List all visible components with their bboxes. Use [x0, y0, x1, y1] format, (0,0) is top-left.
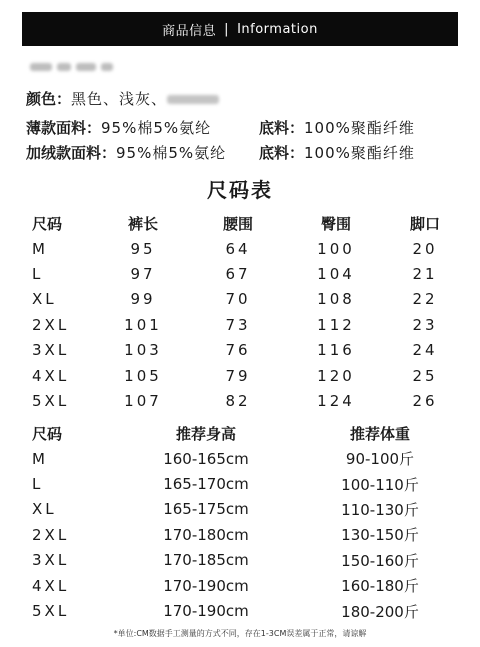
thin-fabric-label: 薄款面料：: [26, 119, 102, 137]
footnote: *单位:CM数据手工测量的方式不同，存在1-3CM误差属于正常，请谅解: [113, 629, 367, 638]
measurement-cell: 23: [412, 315, 438, 334]
lining-group: [259, 117, 415, 138]
recommendation-header-row: [18, 420, 466, 446]
header-separator: |: [224, 21, 230, 37]
recommendation-cell: 165-170cm: [163, 475, 249, 494]
blurred-product-name: [30, 56, 130, 72]
recommendation-cell: 180-200斤: [341, 602, 419, 621]
measurement-cell: 24: [412, 341, 438, 360]
measurement-cell: 108: [317, 290, 355, 309]
recommendation-row: [18, 497, 466, 522]
recommendation-cell: 100-110斤: [341, 475, 419, 494]
recommendation-cell: 130-150斤: [341, 526, 419, 545]
measurement-cell: 3XL: [32, 341, 70, 360]
header-bar: [22, 12, 458, 46]
recommendation-cell: 5XL: [32, 602, 70, 621]
recommendation-body: [18, 446, 466, 624]
measurement-cell: 100: [317, 239, 355, 258]
measurement-cell: 64: [225, 239, 251, 258]
color-label: 颜色：: [26, 90, 72, 108]
lining2-label: 底料：: [259, 144, 305, 162]
recommendation-cell: M: [32, 449, 48, 468]
measurement-header-cell: 裤长: [127, 214, 158, 233]
measurement-cell: M: [32, 239, 48, 258]
measurement-cell: 95: [130, 239, 156, 258]
recommendation-header-cell: 推荐身高: [175, 424, 236, 443]
recommendation-cell: 160-165cm: [163, 449, 249, 468]
measurement-header-cell: 尺码: [32, 214, 63, 233]
measurement-row: [18, 287, 466, 312]
measurement-row: [18, 236, 466, 261]
lining-label: 底料：: [259, 119, 305, 137]
recommendation-row: [18, 471, 466, 496]
header-title-en: Information: [237, 21, 318, 37]
recommendation-cell: 150-160斤: [341, 551, 419, 570]
measurement-cell: L: [32, 265, 44, 284]
recommendation-row: [18, 598, 466, 623]
measurement-cell: 21: [412, 265, 438, 284]
measurement-cell: 2XL: [32, 315, 70, 334]
thin-fabric-row: [26, 117, 415, 138]
measurement-cell: 26: [412, 392, 438, 411]
measurement-header-cell: 脚口: [409, 214, 440, 233]
measurement-cell: 107: [124, 392, 162, 411]
measurement-header-cell: 臀围: [320, 214, 351, 233]
recommendation-row: [18, 446, 466, 471]
measurement-cell: 82: [225, 392, 251, 411]
recommendation-cell: L: [32, 475, 44, 494]
measurement-row: [18, 388, 466, 413]
color-row: [26, 88, 219, 109]
recommendation-row: [18, 573, 466, 598]
measurement-cell: 112: [317, 315, 355, 334]
measurement-cell: 5XL: [32, 392, 70, 411]
recommendation-cell: 170-190cm: [163, 602, 249, 621]
measurement-cell: 67: [225, 265, 251, 284]
recommendation-header-cell: 尺码: [32, 424, 63, 443]
measurement-cell: 103: [124, 341, 162, 360]
measurement-cell: 22: [412, 290, 438, 309]
measurement-cell: 79: [225, 366, 251, 385]
lining-value: 100%聚酯纤维: [304, 119, 415, 137]
measurement-cell: 99: [130, 290, 156, 309]
recommendation-cell: 170-185cm: [163, 551, 249, 570]
size-chart-title: 尺码表: [207, 178, 273, 202]
measurement-cell: 101: [124, 315, 162, 334]
recommendation-cell: 2XL: [32, 525, 70, 544]
measurement-header-row: [18, 210, 466, 236]
measurement-table: [18, 210, 466, 414]
header-title-cn: 商品信息: [162, 23, 217, 39]
recommendation-table: [18, 420, 466, 624]
measurement-row: [18, 312, 466, 337]
fleece-fabric-row: [26, 142, 415, 163]
measurement-cell: 4XL: [32, 366, 70, 385]
measurement-cell: 97: [130, 265, 156, 284]
measurement-cell: 124: [317, 392, 355, 411]
fleece-fabric-label: 加绒款面料：: [26, 144, 117, 162]
recommendation-row: [18, 548, 466, 573]
recommendation-cell: 90-100斤: [345, 450, 415, 469]
lining2-group: [259, 142, 415, 163]
recommendation-cell: 165-175cm: [163, 500, 249, 519]
recommendation-cell: 170-190cm: [163, 576, 249, 595]
measurement-row: [18, 261, 466, 286]
recommendation-cell: 4XL: [32, 576, 70, 595]
color-value: 黑色、浅灰、: [71, 90, 168, 108]
measurement-cell: 25: [412, 366, 438, 385]
measurement-header-cell: 腰围: [222, 214, 253, 233]
recommendation-cell: 3XL: [32, 551, 70, 570]
recommendation-cell: 160-180斤: [341, 577, 419, 596]
lining2-value: 100%聚酯纤维: [304, 144, 415, 162]
recommendation-cell: XL: [32, 500, 57, 519]
measurement-cell: 104: [317, 265, 355, 284]
measurement-cell: 120: [317, 366, 355, 385]
measurement-cell: XL: [32, 290, 57, 309]
recommendation-cell: 110-130斤: [341, 500, 419, 519]
measurement-row: [18, 338, 466, 363]
recommendation-cell: 170-180cm: [163, 525, 249, 544]
measurement-row: [18, 363, 466, 388]
recommendation-row: [18, 522, 466, 547]
measurement-cell: 20: [412, 239, 438, 258]
measurement-cell: 76: [225, 341, 251, 360]
fleece-fabric-value: 95%棉5%氨纶: [116, 144, 227, 162]
measurement-body: [18, 236, 466, 414]
measurement-cell: 116: [317, 341, 355, 360]
blurred-color: [167, 95, 219, 104]
measurement-cell: 73: [225, 315, 251, 334]
measurement-cell: 105: [124, 366, 162, 385]
measurement-cell: 70: [225, 290, 251, 309]
thin-fabric-value: 95%棉5%氨纶: [101, 119, 212, 137]
recommendation-header-cell: 推荐体重: [349, 424, 410, 443]
